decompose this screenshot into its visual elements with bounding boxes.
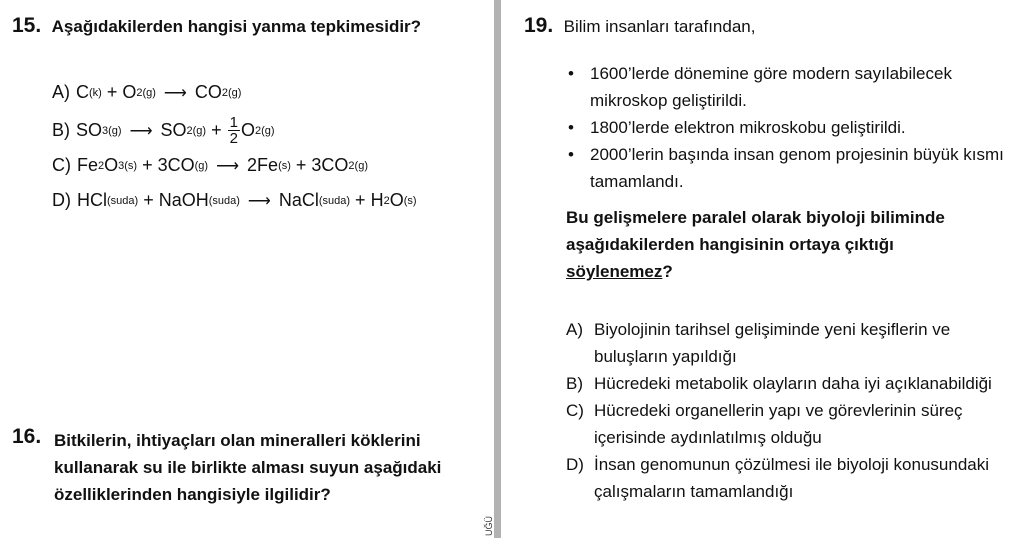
subscript: 3(s) [118, 159, 138, 172]
reactant: O [122, 82, 137, 102]
sideways-label [478, 500, 508, 540]
reactant: NaOH [158, 190, 209, 210]
subscript: 2(g) [136, 86, 156, 99]
product: NaCl [278, 190, 319, 210]
product: SO [160, 120, 187, 140]
sideways-text: UĞÜ [484, 516, 494, 536]
q19-option-a[interactable] [566, 316, 1006, 370]
product: 3CO [311, 155, 349, 175]
question-19-number: 19. [524, 14, 554, 37]
subscript: 2 [98, 159, 105, 172]
product: O [389, 190, 404, 210]
subscript: (suda) [208, 194, 240, 207]
question-19-header [524, 14, 1010, 38]
reactant: HCl [77, 190, 107, 210]
fraction-numerator: 1 [229, 114, 238, 131]
subscript: (k) [89, 86, 102, 99]
reactant: O [104, 155, 119, 175]
bullet-list [566, 60, 1006, 195]
option-label: A) [52, 82, 70, 102]
list-item [566, 114, 1006, 141]
subscript: 3(g) [102, 124, 122, 137]
subscript: 2 [383, 194, 390, 207]
q19-option-d[interactable] [566, 451, 1006, 505]
question-19-prompt [566, 204, 996, 285]
product: H [370, 190, 384, 210]
subscript: (s) [403, 194, 417, 207]
plus-sign: + [211, 120, 222, 140]
plus-sign: + [142, 155, 153, 175]
option-text: Hücredeki metabolik olayların daha iyi açıklanabildiği [594, 374, 992, 393]
question-19-intro: Bilim insanları tarafından, [563, 17, 756, 36]
bullet-text: 1600’lerde dönemine göre modern sayılabilecek mikroskop geliştirildi. [590, 64, 952, 110]
option-label: D) [566, 455, 584, 474]
option-label: B) [52, 120, 70, 140]
subscript: (suda) [107, 194, 139, 207]
q15-option-b[interactable] [52, 115, 275, 146]
subscript: (s) [278, 159, 291, 172]
plus-sign: + [295, 155, 307, 175]
option-label: B) [566, 374, 583, 393]
q19-option-c[interactable] [566, 397, 1006, 451]
plus-sign: + [355, 190, 366, 210]
option-label: A) [566, 320, 583, 339]
subscript: 2(g) [254, 124, 275, 137]
option-text: İnsan genomunun çözülmesi ile biyoloji konusundaki çalışmaların tamamlandığı [594, 455, 990, 501]
option-label: C) [52, 155, 71, 175]
option-text: Hücredeki organellerin yapı ve görevlerinin süreç içerisinde aydınlatılmış olduğu [594, 401, 963, 447]
question-15-header [12, 14, 421, 38]
subscript: 2(g) [348, 159, 368, 172]
column-divider [494, 0, 501, 538]
left-column [0, 0, 494, 538]
q15-option-a[interactable] [52, 82, 241, 103]
prompt-underlined: söylenemez [566, 262, 663, 281]
list-item [566, 60, 1006, 114]
question-16-number: 16. [12, 425, 42, 448]
fraction-denominator: 2 [229, 130, 238, 147]
reactant: C [76, 82, 89, 102]
subscript: (suda) [318, 194, 351, 207]
bullet-icon: • [568, 118, 574, 137]
reaction-arrow-icon: ⟶ [247, 192, 271, 210]
bullet-text: 2000’lerin başında insan genom projesinin büyük kısmı tamamlandı. [590, 145, 1004, 191]
list-item [566, 141, 1006, 195]
q15-option-d[interactable] [52, 190, 417, 211]
prompt-end: ? [662, 262, 673, 281]
q19-option-b[interactable] [566, 370, 1006, 397]
product: 2Fe [247, 155, 279, 175]
subscript: 2(g) [221, 86, 242, 99]
reactant: 3CO [157, 155, 195, 175]
question-19-options [566, 316, 1006, 505]
option-label: D) [52, 190, 71, 210]
reactant: Fe [77, 155, 99, 175]
reaction-arrow-icon: ⟶ [129, 122, 153, 140]
subscript: 2(g) [186, 124, 207, 137]
q15-option-c[interactable] [52, 155, 368, 176]
bullet-text: 1800’lerde elektron mikroskobu geliştirildi. [590, 118, 906, 137]
reaction-arrow-icon: ⟶ [216, 157, 240, 175]
subscript: (g) [194, 159, 209, 172]
product: O [240, 120, 255, 140]
fraction [228, 115, 240, 146]
product: CO [194, 82, 222, 102]
prompt-text: Bu gelişmelere paralel olarak biyoloji biliminde aşağıdakilerden hangisinin ortaya çıktığı [566, 208, 945, 254]
option-label: C) [566, 401, 584, 420]
plus-sign: + [106, 82, 118, 102]
plus-sign: + [143, 190, 154, 210]
option-text: Biyolojinin tarihsel gelişiminde yeni keşiflerin ve buluşların yapıldığı [594, 320, 951, 366]
question-15-number: 15. [12, 14, 42, 37]
bullet-icon: • [568, 145, 574, 164]
question-15-title: Aşağıdakilerden hangisi yanma tepkimesidir? [51, 17, 422, 36]
question-16-title: Bitkilerin, ihtiyaçları olan mineralleri köklerini kullanarak su ile birlikte alması suyun aşağıdaki özelliklerinden hangisiyle ilgilidir? [54, 431, 442, 504]
reactant: SO [76, 120, 103, 140]
reaction-arrow-icon: ⟶ [163, 84, 187, 102]
bullet-icon: • [568, 64, 574, 83]
right-column [512, 0, 1010, 538]
